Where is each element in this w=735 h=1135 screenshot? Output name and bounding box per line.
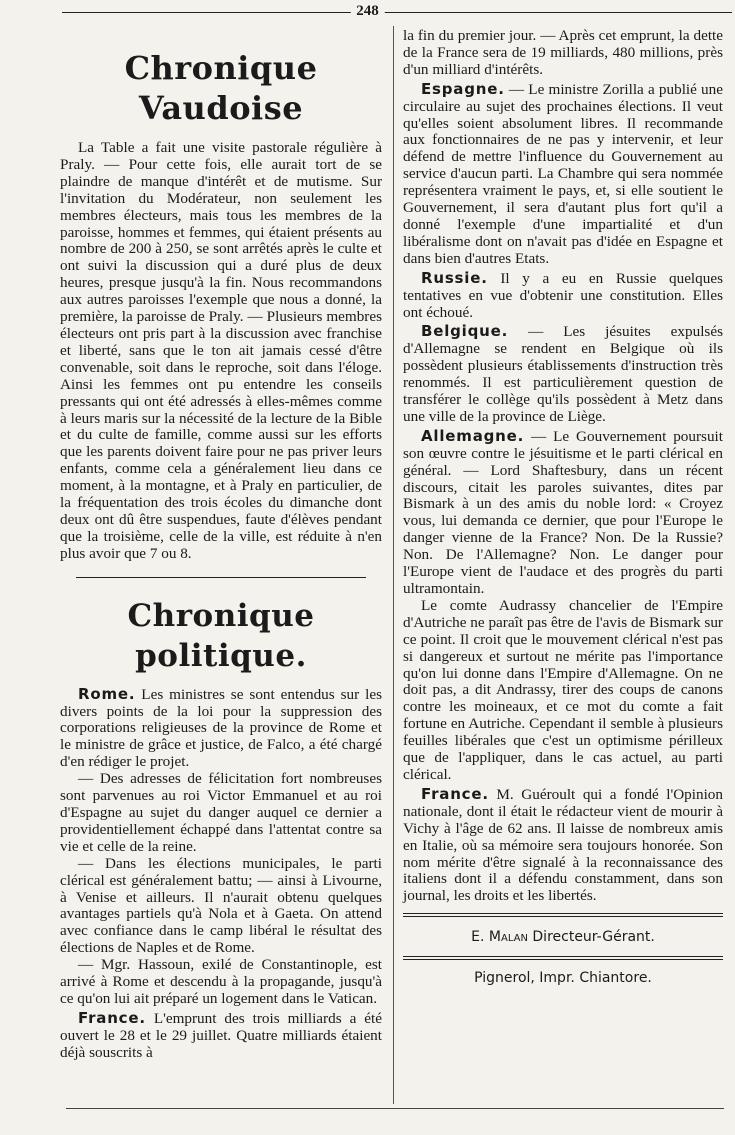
- page-number-bar: [0, 2, 735, 22]
- rome-paragraph-3: — Dans les élections municipales, le parti clérical est généralement battu; — ainsi à Livourne, à Venise et ailleurs. Il n'aurait obtenu quelques avantages partiels qu'à Nola et à Gaeta. On attend avec confiance dans le camp libéral le résultat des élections de Naples et de Rome.: [60, 854, 382, 957]
- allemagne-heading: Allemagne.: [421, 426, 525, 445]
- rome-paragraph-4: — Mgr. Hassoun, exilé de Constantinople, est arrivé à Rome et descendu à la propagande, jusqu'à ce qu'on lui ait préparé un logement dans le Vatican.: [60, 956, 382, 1007]
- left-column: [60, 28, 382, 1062]
- signature-divider: [403, 913, 723, 917]
- right-column: [403, 28, 723, 987]
- rome-text-1: Les ministres se sont entendus sur les divers points de la loi pour la suppression des corporations religieuses de la province de Rome et le ministre de grâce et justice, de Falco, a été chargé d'en rédiger le projet.: [60, 685, 382, 771]
- rome-paragraph-2: — Des adresses de félicitation fort nombreuses sont parvenues au roi Victor Emmanuel et au roi d'Espagne au sujet du danger auquel ce dernier a providentiellement échappé dans l'attentat contre sa vie et celle de la reine.: [60, 770, 382, 855]
- header-rule: [62, 12, 732, 13]
- rome-paragraph-1: [60, 686, 382, 772]
- signature-role: Directeur-Gérant.: [527, 929, 655, 946]
- belgique-heading: Belgique.: [421, 322, 509, 341]
- allemagne-paragraph: [403, 428, 723, 598]
- andrassy-paragraph: Le comte Audrassy chancelier de l'Empire d'Autriche ne paraît pas être de l'avis de Bismark sur ce point. Il croit que le mouvement clérical n'est pas si dangereux et surtout ne mérite pas l'importance qu'on lui donne dans l'Empire d'Allemagne. On ne doit pas, a dit Andrassy, tirer des coups de canons contre les moineaux, et ce mot du comte a fait fortune en Autriche. Cependant il semble à plusieurs feuilles libérales que c'est un optimisme périlleux que de l'appliquer, dans le cas actuel, au parti clérical.: [403, 596, 723, 783]
- russie-heading: Russie.: [421, 268, 488, 287]
- france-heading-2: France.: [421, 784, 489, 803]
- russie-text: Il y a eu en Russie quelques tentatives en vue d'obtenir une constitution. Elles ont échoué.: [403, 269, 723, 321]
- russie-paragraph: [403, 270, 723, 322]
- france-continuation: la fin du premier jour. — Après cet emprunt, la dette de la France sera de 19 milliards, 480 millions, près d'un milliard d'intérêts.: [403, 27, 723, 78]
- signature-line: [403, 929, 723, 946]
- france-text-1: L'emprunt des trois milliards a été ouvert le 28 et le 29 juillet. Quatre milliards étaient déjà souscrits à: [60, 1009, 382, 1061]
- title-chronique-vaudoise: Chronique Vaudoise: [124, 49, 318, 127]
- printer-imprint: Pignerol, Impr. Chiantore.: [474, 970, 652, 987]
- france-heading-1: France.: [78, 1008, 146, 1027]
- bottom-rule: [66, 1108, 724, 1109]
- page-number: 248: [350, 2, 385, 20]
- printer-divider: [403, 956, 723, 960]
- allemagne-text: — Le Gouvernement poursuit son œuvre contre le jésuitisme et le parti clérical en général. — Lord Shaftesbury, dans un récent discours, citait les paroles suivantes, dites par Bismark à un des amis du noble lord: « Croyez vous, lui demanda ce dernier, que pour l'Europe le danger vienne de la France? Non. De la Russie? Non. De l'Allemagne? Non. Le danger pour l'Europe vient de l'audace et des progrès du parti ultramontain.: [403, 427, 723, 597]
- belgique-text: — Les jésuites expulsés d'Allemagne se rendent en Belgique où ils possèdent plusieurs établissements d'instruction très renommés. Il est particulièrement question de transférer le collège qu'ils possèdent à Metz dans une ville de la province de Liège.: [403, 323, 723, 425]
- belgique-paragraph: [403, 323, 723, 425]
- title-chronique-politique: Chronique politique.: [127, 597, 315, 674]
- france-paragraph-1: [60, 1010, 382, 1062]
- france-paragraph-2: [403, 786, 723, 905]
- column-divider: [393, 26, 394, 1104]
- france-text-2: M. Guéroult qui a fondé l'Opinion nationale, dont il était le rédacteur vient de mourir à Vichy à l'âge de 62 ans. Il laisse de nombreux amis en Italie, où sa mémoire sera toujours honorée. Son nom mérite d'être signalé à la reconnaissance des italiens dont il a défendu constamment, dans son journal, les droits et les libertés.: [403, 785, 723, 905]
- vaudoise-article: La Table a fait une visite pastorale régulière à Praly. — Pour cette fois, elle aurait tort de se plaindre de manque d'intérêt et de mutisme. Sur l'invitation du Modérateur, non seulement les membres électeurs, mais tous les membres de la paroisse, hommes et femmes, qui étaient présents au nombre de 200 à 250, se sont arrêtés après le culte et ont suivi la discussion qui a duré plus de deux heures, presque jusqu'à la fin. Nous recommandons aux autres paroisses l'exemple que nous a donné, la première, la paroisse de Praly. — Plusieurs membres électeurs ont pris part à la discussion avec franchise et liberté, sans que le ton ait jamais cessé d'être convenable, soit dans le reproche, soit dans l'éloge. Ainsi les femmes ont pu entendre les conseils pressants qui ont été adressés à elles-mêmes comme à leurs maris sur la nécessité de la lecture de la Bible et du culte de famille, comme aussi sur les efforts que les parents doivent faire pour ne pas priver leurs enfants, comme cela a généralement lieu dans ce moment, à la montagne, et à Praly en particulier, de la fréquentation des trois écoles du dimanche dont deux ont dû être suspendues, faute d'élèves pendant que la troisième, celle de la ville, est réduite à n'en plus avoir que 7 ou 8.: [60, 139, 382, 562]
- signature-name: E. Malan: [471, 929, 528, 946]
- espagne-text: — Le ministre Zorilla a publié une circulaire au sujet des prochaines élections. Il veut qu'elles soient absolument libres. Il recommande aux fonctionnaires de ne pas y intervenir, et leur défend de mettre l'influence du Gouvernement au service d'aucun parti. La Chambre qui sera nommée représentera vraiment le pays, et, si elle soutient le Gouvernement, il sera d'autant plus fort qu'il a donné l'exemple d'une impartialité et d'un libéralisme dont on n'avait pas d'idée en Espagne et dans bien d'autres Etats.: [403, 80, 723, 267]
- rome-heading: Rome.: [78, 684, 136, 703]
- espagne-paragraph: [403, 81, 723, 268]
- espagne-heading: Espagne.: [421, 79, 505, 98]
- section-divider: [76, 577, 366, 578]
